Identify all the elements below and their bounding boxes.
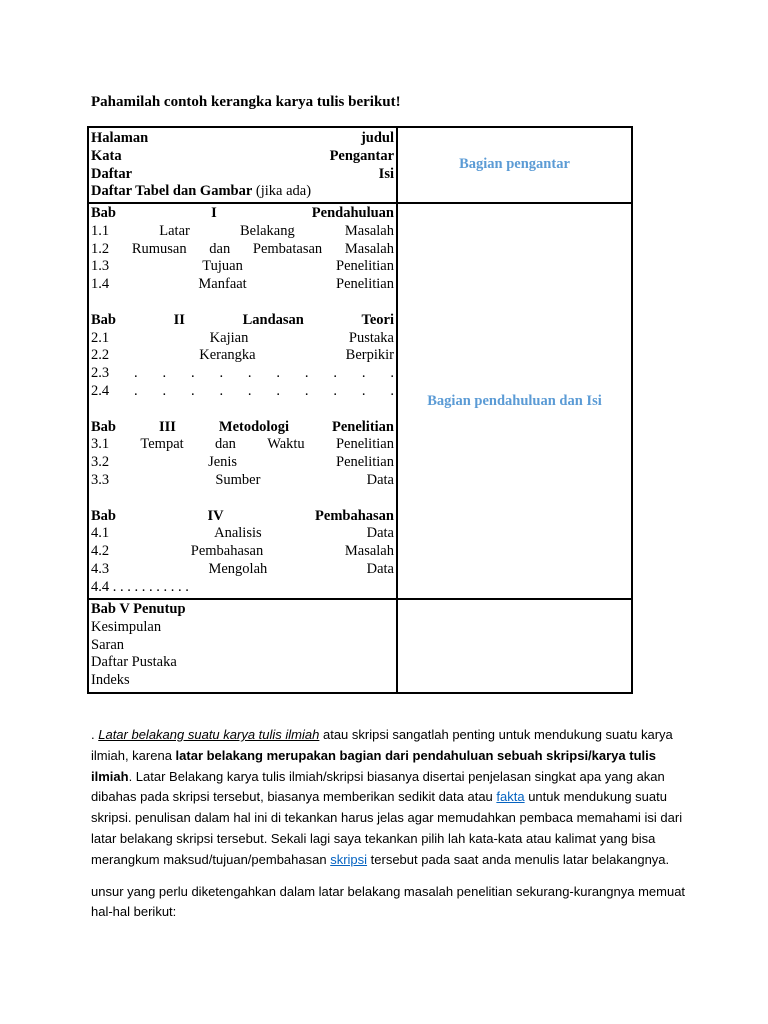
outline-word: Daftar <box>91 165 133 182</box>
column-divider <box>396 600 398 692</box>
outline-word: Penelitian <box>336 454 394 471</box>
outline-word: . <box>247 382 252 399</box>
outline-word: . <box>333 365 337 382</box>
row-divider <box>89 202 631 204</box>
outline-word: Pembahasan <box>315 507 394 524</box>
closing-item: Indeks <box>91 672 130 689</box>
outline-row <box>91 223 394 241</box>
outline-word: Tujuan <box>202 258 243 275</box>
text-span: untuk mendukung suatu skripsi. penulisan dalam hal ini di tekankan harus jelas agar memudahkan pembaca memahami isi dari latar belakang skripsi tersebut. Sekali lagi saya tekankan pilih lah kata-kata atau kalimat yang bisa merangkum maksud/tujuan/pembahasan <box>91 789 683 867</box>
outline-word: Bab <box>91 507 116 524</box>
outline-word: dan <box>214 436 236 453</box>
outline-word: 4.3 <box>91 560 110 577</box>
outline-word: Analisis <box>214 525 262 542</box>
outline-word: . <box>276 382 281 399</box>
outline-word: judul <box>360 130 394 146</box>
outline-row <box>91 166 394 184</box>
outline-word: IV <box>207 507 224 524</box>
row-divider <box>89 598 631 600</box>
outline-row <box>91 490 394 508</box>
outline-word: . <box>304 382 309 399</box>
outline-word: Mengolah <box>208 560 268 577</box>
outline-word: . <box>162 382 167 399</box>
outline-row <box>91 312 394 330</box>
outline-word: III <box>158 418 176 435</box>
outline-row <box>91 436 394 454</box>
outline-word: 3.2 <box>91 454 110 471</box>
outline-word: Rumusan <box>131 240 187 257</box>
outline-word: Waktu <box>267 436 305 453</box>
skripsi-link[interactable]: skripsi <box>330 851 368 867</box>
closing-item: Saran <box>91 636 125 653</box>
paragraph: unsur yang perlu diketengahkan dalam latar belakang masalah penelitian sekurang-kurangnya memuat hal-hal berikut: <box>91 883 686 920</box>
outline-word: 2.3 <box>91 365 110 382</box>
outline-word: Daftar Tabel dan Gambar <box>91 183 253 200</box>
outline-word: 4.1 <box>91 525 110 542</box>
outline-row <box>91 401 394 419</box>
outline-row <box>91 561 394 579</box>
outline-row <box>91 330 394 348</box>
outline-word: II <box>173 311 185 328</box>
outline-row <box>91 276 394 294</box>
text-span: atau skripsi sangatlah penting untuk mendukung suatu karya ilmiah, karena <box>91 727 673 763</box>
outline-word: Halaman <box>91 130 149 146</box>
outline-word: Data <box>366 471 394 488</box>
outline-word: Masalah <box>344 543 394 560</box>
outline-word: 1.3 <box>91 258 110 275</box>
outline-word: Pembatasan <box>252 240 323 257</box>
outline-row <box>91 130 394 148</box>
outline-word: Kajian <box>209 329 249 346</box>
outline-word: . <box>133 382 138 399</box>
outline-word: Berpikir <box>345 347 394 364</box>
outline-word: . <box>162 365 167 382</box>
outline-word: . <box>276 365 281 382</box>
outline-row <box>91 472 394 490</box>
outline-word: 3.3 <box>91 471 110 488</box>
outline-row <box>91 148 394 166</box>
bold-text: latar belakang merupakan bagian dari pendahuluan sebuah skripsi/karya tulis ilmiah <box>91 747 656 784</box>
outline-word: Kerangka <box>199 347 256 364</box>
outline-row <box>91 543 394 561</box>
outline-word: . <box>390 382 394 399</box>
outline-word: Bab <box>91 311 116 328</box>
outline-word: Teori <box>361 311 394 328</box>
outline-word: Belakang <box>239 222 295 239</box>
outline-word: Data <box>366 560 394 577</box>
body-section <box>91 205 394 597</box>
text-span: . Latar Belakang karya tulis ilmiah/skripsi biasanya disertai penjelasan singkat apa yang akan dibahas pada skripsi tersebut, biasanya memberikan sedikit data atau <box>91 768 665 805</box>
outline-word: Penelitian <box>335 436 394 453</box>
outline-word: Pengantar <box>329 147 394 164</box>
preliminary-label: Bagian pengantar <box>459 156 570 172</box>
outline-word: Latar <box>159 222 190 239</box>
outline-word: Pembahasan <box>190 543 264 560</box>
outline-word: . <box>333 382 337 399</box>
outline-word: Penelitian <box>331 418 394 435</box>
text-span: . <box>91 727 99 742</box>
outline-word: 1.2 <box>91 240 110 257</box>
outline-word: 2.4 <box>91 382 110 399</box>
latar-belakang-link[interactable]: Latar belakang suatu karya tulis ilmiah <box>98 727 320 742</box>
outline-word: . <box>361 382 366 399</box>
outline-word: Pendahuluan <box>311 205 394 221</box>
outline-row <box>91 454 394 472</box>
outline-word: Isi <box>378 165 394 182</box>
outline-word: . <box>133 365 138 382</box>
outline-word: Data <box>366 525 394 542</box>
outline-word: 4.2 <box>91 543 110 560</box>
outline-word: . <box>219 382 224 399</box>
body-text <box>91 725 691 923</box>
outline-word: . <box>390 365 394 382</box>
outline-word: 1.4 <box>91 276 110 293</box>
outline-row <box>91 258 394 276</box>
outline-row <box>91 383 394 401</box>
outline-word: I <box>211 205 217 221</box>
outline-word: . <box>304 365 309 382</box>
text-span: tersebut pada saat anda menulis latar belakangnya. <box>367 851 670 867</box>
outline-word: . <box>247 365 252 382</box>
outline-word: 2.2 <box>91 347 110 364</box>
outline-row <box>91 365 394 383</box>
outline-row <box>91 525 394 543</box>
outline-word: . <box>219 365 224 382</box>
outline-word: Bab <box>91 205 116 221</box>
outline-word: 1.1 <box>91 222 110 239</box>
body-label: Bagian pendahuluan dan Isi <box>427 393 602 409</box>
outline-word: . <box>361 365 366 382</box>
outline-word: Penelitian <box>336 258 394 275</box>
closing-section <box>91 601 394 690</box>
outline-word: . <box>190 382 195 399</box>
closing-title: Bab V Penutup <box>91 601 186 617</box>
outline-word: Penelitian <box>336 276 394 293</box>
outline-word: Landasan <box>242 311 304 328</box>
fakta-link[interactable]: fakta <box>496 789 525 805</box>
outline-word: Kata <box>91 147 122 164</box>
outline-row <box>91 508 394 526</box>
closing-item: Kesimpulan <box>91 618 162 635</box>
outline-word: 2.1 <box>91 329 110 346</box>
outline-word: Masalah <box>344 222 394 239</box>
outline-word: Tempat <box>140 436 184 453</box>
closing-item: Daftar Pustaka <box>91 654 177 671</box>
outline-word: Jenis <box>208 454 238 471</box>
outline-word: . <box>190 365 195 382</box>
outline-word: Pustaka <box>348 329 394 346</box>
outline-word: Masalah <box>344 240 394 257</box>
outline-row <box>91 294 394 312</box>
outline-row <box>91 347 394 365</box>
outline-row <box>91 241 394 259</box>
outline-word: Metodologi <box>218 418 289 435</box>
outline-row <box>91 183 394 201</box>
page-heading: Pahamilah contoh kerangka karya tulis berikut! <box>91 94 401 110</box>
outline-table <box>87 126 633 694</box>
outline-word: Bab <box>91 418 116 435</box>
preliminary-section <box>91 130 394 201</box>
outline-word: Manfaat <box>198 276 247 293</box>
outline-row <box>91 205 394 223</box>
outline-word: Sumber <box>215 471 261 488</box>
outline-word: 3.1 <box>91 436 110 453</box>
outline-row: 4.4 . . . . . . . . . . . <box>91 578 189 595</box>
outline-word: dan <box>209 240 231 257</box>
outline-row <box>91 419 394 437</box>
outline-word: (jika ada) <box>252 183 312 200</box>
paragraph <box>91 725 691 871</box>
